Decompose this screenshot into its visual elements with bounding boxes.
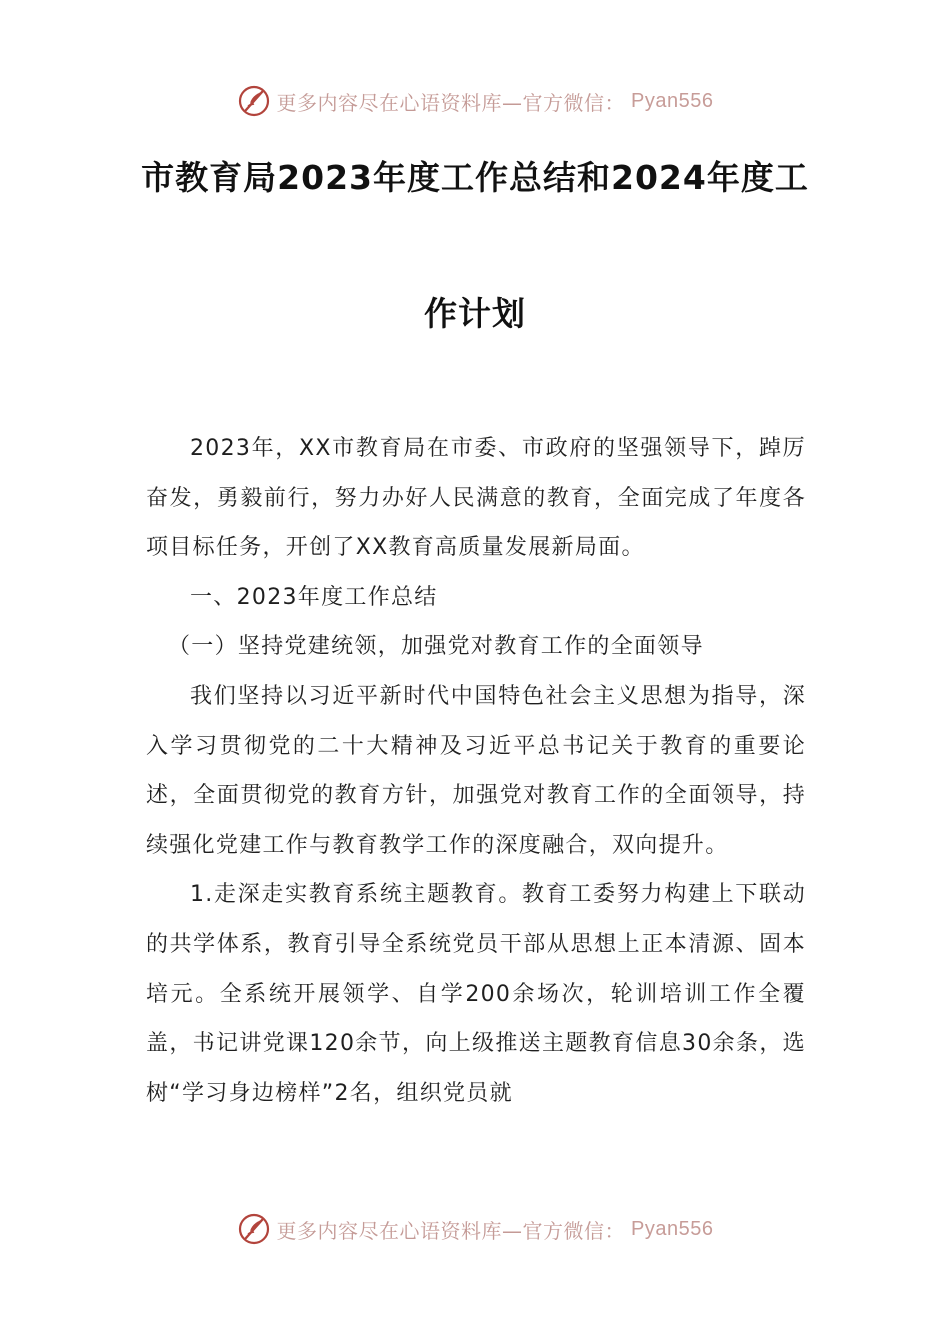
body-paragraph: 我们坚持以习近平新时代中国特色社会主义思想为指导，深入学习贯彻党的二十大精神及习近平总书记关于教育的重要论述，全面贯彻党的教育方针，加强党对教育工作的全面领导，持续强化党建工作与教育教学工作的深度融合，双向提升。 — [146, 683, 806, 858]
watermark-wechat-id: Pyan556 — [631, 1217, 714, 1240]
quill-logo-icon — [237, 84, 271, 118]
document-body — [146, 424, 806, 1118]
quill-logo-icon — [237, 1212, 271, 1246]
section-heading-1: 一、2023年度工作总结 — [190, 584, 438, 610]
watermark-wechat-id: Pyan556 — [631, 89, 714, 112]
header-watermark — [0, 84, 950, 118]
document-title-line-2: 作计划 — [424, 294, 526, 333]
footer-watermark — [0, 1212, 950, 1246]
watermark-text: 更多内容尽在心语资料库—官方微信： — [276, 90, 626, 115]
document-title-line-1: 市教育局2023年度工作总结和2024年度工 — [141, 158, 809, 197]
watermark-text: 更多内容尽在心语资料库—官方微信： — [276, 1218, 626, 1243]
intro-paragraph: 2023年，XX市教育局在市委、市政府的坚强领导下，踔厉奋发，勇毅前行，努力办好人民满意的教育，全面完成了年度各项目标任务，开创了XX教育高质量发展新局面。 — [146, 436, 806, 561]
subsection-heading-1: （一）坚持党建统领，加强党对教育工作的全面领导 — [168, 634, 704, 660]
body-paragraph: 1.走深走实教育系统主题教育。教育工委努力构建上下联动的共学体系，教育引导全系统党员干部从思想上正本清源、固本培元。全系统开展领学、自学200余场次，轮训培训工作全覆盖，书记讲党课120余节，向上级推送主题教育信息30余条，选树“学习身边榜样”2名，组织党员就 — [146, 882, 806, 1106]
